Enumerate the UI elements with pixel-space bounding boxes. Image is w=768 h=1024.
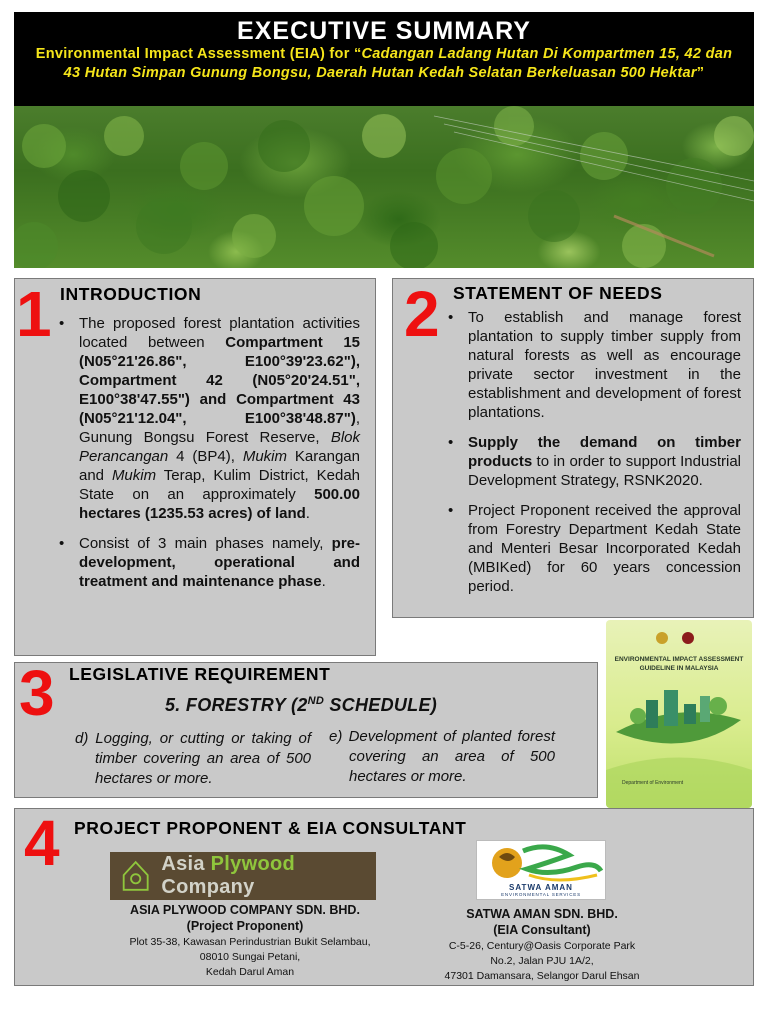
eia-guideline-cover (606, 620, 752, 808)
guideline-title: ENVIRONMENTAL IMPACT ASSESSMENT GUIDELINE IN MALAYSIA (614, 656, 744, 672)
text: Asia (161, 853, 211, 875)
address-line: 47301 Damansara, Selangor Darul Ehsan (444, 970, 640, 982)
section-number-1: 1 (16, 278, 52, 350)
page-subtitle (14, 45, 754, 83)
legislative-requirement-title: LEGISLATIVE REQUIREMENT (69, 664, 331, 684)
forest-canopy-illustration (14, 106, 754, 268)
land-area: 500.00 hectares (1235.53 acres) of land (79, 486, 360, 522)
forestry-schedule-heading (165, 695, 437, 716)
forest-aerial-photo (14, 106, 754, 268)
consultant-name: SATWA AMAN SDN. BHD. (466, 907, 618, 921)
consultant-role: (EIA Consultant) (493, 923, 591, 937)
plywood-house-icon (120, 857, 151, 895)
consultant-name-block (396, 906, 688, 938)
introduction-title: INTRODUCTION (60, 284, 202, 304)
asia-plywood-logo-text (161, 853, 376, 899)
text: Mukim (111, 467, 157, 484)
legislative-requirement-section (14, 657, 598, 798)
proponent-name: ASIA PLYWOOD COMPANY SDN. BHD. (130, 903, 360, 917)
text: Plywood (210, 853, 295, 875)
introduction-section (14, 278, 376, 656)
satwa-aman-logo (476, 840, 606, 900)
subtitle-prefix: Environmental Impact Assessment (EIA) for “ (35, 46, 362, 62)
address-line: C-5-26, Century@Oasis Corporate Park (448, 940, 636, 952)
proponent-role: (Project Proponent) (186, 919, 304, 933)
legislative-item-e: e) Development of planted forest covering an area of 500 hectares or more. (329, 728, 555, 785)
satwa-aman-logo-text: SATWA AMAN (509, 883, 573, 892)
subtitle-project-name: Cadangan Ladang Hutan Di Kompartmen 15, 42 dan 43 Hutan Simpan Gunung Bongsu, Daerah Hutan Kedah Selatan Berkeluasan 500 Hektar (63, 46, 733, 81)
satwa-aman-logo-subtext: ENVIRONMENTAL SERVICES (501, 892, 581, 897)
doe-logo-icon (682, 632, 694, 644)
address-line: Plot 35-38, Kawasan Perindustrian Bukit Selambau, (129, 936, 371, 948)
needs-bullet-approval: • Project Proponent received the approval from Forestry Department Kedah State and Menteri Besar Incorporated Kedah (MBIKed) for 60 years concession period. (448, 501, 741, 596)
section-number-4: 4 (24, 807, 60, 879)
address-line: 08010 Sungai Petani, (199, 951, 301, 963)
text: Consist of 3 main phases namely, (79, 535, 332, 552)
text: , Gunung Bongsu Forest Reserve, (79, 410, 360, 446)
proponent-name-block (100, 902, 390, 934)
asia-plywood-logo (110, 852, 376, 900)
section-number-2: 2 (404, 278, 440, 350)
statement-of-needs-section (392, 278, 754, 618)
address-line: Kedah Darul Aman (205, 966, 295, 978)
header-banner (14, 12, 754, 106)
text: . (321, 573, 326, 590)
text: . (305, 505, 310, 522)
text: ND (307, 695, 325, 707)
proponent-address (100, 935, 400, 980)
text: Terap, Kulim District, Kedah State on an approximately (79, 467, 360, 503)
text: SCHEDULE) (324, 695, 438, 715)
needs-bullet-establish: • To establish and manage forest plantation to supply timber supply from natural forests as well as encourage private sector investment in the establishment and development of forest plantations. (448, 308, 741, 422)
section-number-3: 3 (19, 657, 55, 729)
text: 5. FORESTRY (2 (165, 695, 308, 715)
introduction-bullet-location (59, 314, 360, 523)
text: to in order to support Industrial Development Strategy, RSNK2020. (468, 453, 741, 489)
text: Blok Perancangan (79, 429, 360, 465)
page-title: EXECUTIVE SUMMARY (237, 17, 531, 45)
needs-bullet-supply (448, 433, 741, 490)
introduction-bullet-phases (59, 534, 360, 591)
text: Karangan and (79, 448, 360, 484)
address-line: No.2, Jalan PJU 1A/2, (490, 955, 594, 967)
phases: pre-development, operational and treatment and maintenance phase (79, 535, 360, 590)
text: The proposed forest plantation activities located between (79, 315, 360, 351)
statement-of-needs-list (448, 308, 741, 607)
statement-of-needs-title: STATEMENT OF NEEDS (453, 283, 663, 303)
guideline-department: Department of Environment (622, 780, 684, 786)
project-proponent-title: PROJECT PROPONENT & EIA CONSULTANT (74, 818, 467, 838)
consultant-address (396, 939, 688, 984)
text: Mukim (242, 448, 288, 465)
legislative-item-d: d) Logging, or cutting or taking of timber covering an area of 500 hectares or more. (75, 730, 311, 787)
introduction-list (59, 314, 360, 602)
text: 4 (BP4), (168, 448, 243, 465)
compartment-coordinates: Compartment 15 (N05°21'26.86", E100°39'23.62"), Compartment 42 (N05°20'24.51", E100°38'47.55") and Compartment 43 (N05°21'12.04", E100°38'48.87") (79, 334, 360, 427)
satwa-aman-emblem-icon (477, 841, 607, 885)
supply-demand: Supply the demand on timber products (468, 434, 741, 470)
text: Company (161, 876, 255, 898)
crest-icon (656, 632, 668, 644)
subtitle-suffix: ” (696, 65, 705, 81)
